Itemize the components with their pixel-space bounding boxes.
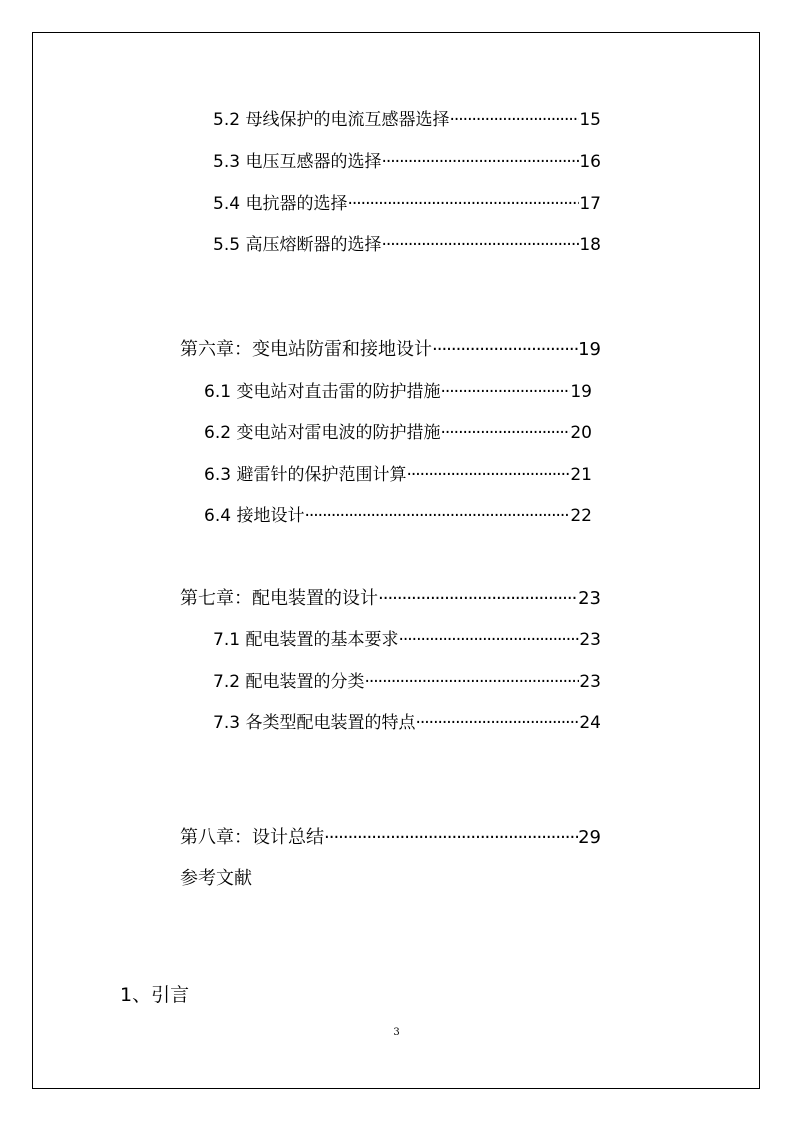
toc-leader-dots [449, 110, 579, 130]
toc-page-number: 16 [579, 152, 601, 172]
toc-page-number: 24 [579, 713, 601, 733]
toc-entry-7-2[interactable] [213, 667, 601, 692]
page-number: 3 [393, 1027, 400, 1038]
toc-entry-title: 7.3 各类型配电装置的特点 [213, 713, 416, 733]
toc-chapter-8[interactable] [180, 823, 601, 849]
toc-page-number: 23 [579, 630, 601, 650]
toc-leader-dots [406, 465, 570, 485]
toc-page-number: 23 [578, 588, 601, 609]
toc-entry-6-3[interactable] [204, 460, 592, 485]
toc-entry-title: 5.4 电抗器的选择 [213, 194, 348, 214]
toc-leader-dots [415, 713, 579, 733]
toc-chapter-6[interactable] [180, 335, 601, 361]
toc-page-number: 20 [570, 423, 592, 443]
toc-entry-6-1[interactable] [204, 377, 592, 402]
toc-leader-dots [440, 382, 570, 402]
toc-leader-dots [381, 235, 579, 255]
toc-entry-5-4[interactable] [213, 189, 601, 214]
toc-entry-title: 7.2 配电装置的分类 [213, 672, 365, 692]
toc-entry-title: 5.2 母线保护的电流互感器选择 [213, 110, 450, 130]
toc-entry-7-3[interactable] [213, 708, 601, 733]
toc-entry-5-3[interactable] [213, 147, 601, 172]
toc-leader-dots [398, 630, 579, 650]
section-heading: 1、引言 [120, 984, 190, 1006]
toc-leader-dots [347, 194, 579, 214]
toc-entry-title: 6.4 接地设计 [204, 506, 305, 526]
toc-page-number: 23 [579, 672, 601, 692]
toc-references[interactable]: 参考文献 [180, 868, 252, 889]
toc-chapter-title: 第六章：变电站防雷和接地设计 [180, 339, 432, 360]
toc-page-number: 29 [578, 827, 601, 848]
toc-entry-6-4[interactable] [204, 501, 592, 526]
toc-entry-title: 5.3 电压互感器的选择 [213, 152, 382, 172]
toc-leader-dots [324, 827, 578, 848]
toc-leader-dots [440, 423, 570, 443]
toc-page-number: 19 [578, 339, 601, 360]
toc-chapter-title: 第七章：配电装置的设计 [180, 588, 378, 609]
toc-page-number: 22 [570, 506, 592, 526]
toc-entry-5-2[interactable] [213, 105, 601, 130]
toc-chapter-7[interactable] [180, 584, 601, 610]
toc-leader-dots [364, 672, 579, 692]
toc-page-number: 18 [579, 235, 601, 255]
toc-leader-dots [381, 152, 579, 172]
toc-entry-6-2[interactable] [204, 418, 592, 443]
toc-leader-dots [378, 588, 578, 609]
toc-entry-7-1[interactable] [213, 625, 601, 650]
toc-entry-title: 6.2 变电站对雷电波的防护措施 [204, 423, 441, 443]
toc-page-number: 17 [579, 194, 601, 214]
toc-page-number: 19 [570, 382, 592, 402]
toc-entry-5-5[interactable] [213, 230, 601, 255]
toc-page-number: 15 [579, 110, 601, 130]
toc-leader-dots [432, 339, 578, 360]
toc-entry-title: 6.1 变电站对直击雷的防护措施 [204, 382, 441, 402]
toc-entry-title: 5.5 高压熔断器的选择 [213, 235, 382, 255]
toc-chapter-title: 第八章：设计总结 [180, 827, 324, 848]
toc-entry-title: 6.3 避雷针的保护范围计算 [204, 465, 407, 485]
toc-leader-dots [304, 506, 570, 526]
toc-page-number: 21 [570, 465, 592, 485]
toc-entry-title: 7.1 配电装置的基本要求 [213, 630, 399, 650]
